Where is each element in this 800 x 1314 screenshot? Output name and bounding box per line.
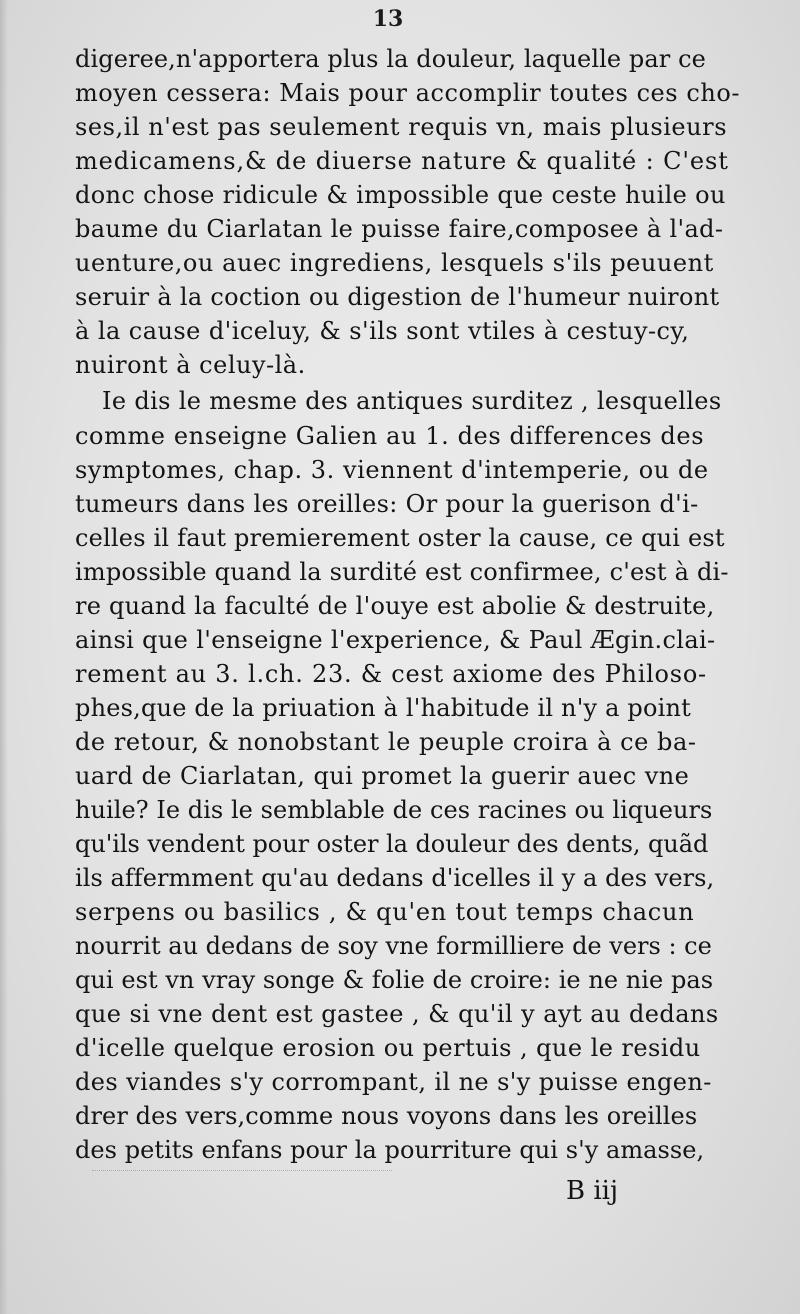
text-line: ses,il n'est pas seulement requis vn, mais plusieurs — [75, 113, 728, 141]
text-line: uard de Ciarlatan, qui promet la guerir auec vne — [75, 762, 690, 790]
text-line: des petits enfans pour la pourriture qui s'y amasse, — [75, 1136, 705, 1164]
text-line: ils affermment qu'au dedans d'icelles il y a des vers, — [75, 864, 715, 892]
text-line: d'icelle quelque erosion ou pertuis , que le residu — [75, 1034, 701, 1062]
text-line: nuiront à celuy-là. — [75, 351, 306, 379]
text-line: ainsi que l'enseigne l'experience, & Paul Ægin.clai- — [75, 626, 716, 654]
text-line: comme enseigne Galien au 1. des differences des — [75, 422, 705, 450]
text-line: medicamens,& de diuerse nature & qualité : C'est — [75, 147, 729, 175]
text-line: nourrit au dedans de soy vne formilliere de vers : ce — [75, 932, 712, 960]
text-line: rement au 3. l.ch. 23. & cest axiome des Philoso- — [75, 660, 707, 688]
text-line: huile? Ie dis le semblable de ces racines ou liqueurs — [75, 796, 713, 824]
text-line: re quand la faculté de l'ouye est abolie & destruite, — [75, 592, 715, 620]
text-line: baume du Ciarlatan le puisse faire,composee à l'ad- — [75, 215, 724, 243]
text-line: symptomes, chap. 3. viennent d'intemperie, ou de — [75, 456, 709, 484]
text-line: drer des vers,comme nous voyons dans les oreilles — [75, 1102, 698, 1130]
text-line: donc chose ridicule & impossible que ceste huile ou — [75, 181, 726, 209]
text-line: des viandes s'y corrompant, il ne s'y puisse engen- — [75, 1068, 712, 1096]
text-line: que si vne dent est gastee , & qu'il y ayt au dedans — [75, 1000, 719, 1028]
text-line: seruir à la coction ou digestion de l'humeur nuiront — [75, 283, 720, 311]
text-line: digeree,n'apportera plus la douleur, laquelle par ce — [75, 45, 706, 73]
text-line: qu'ils vendent pour oster la douleur des dents, quãd — [75, 830, 709, 858]
text-line: qui est vn vray songe & folie de croire: ie ne nie pas — [75, 966, 714, 994]
text-line: de retour, & nonobstant le peuple croira à ce ba- — [75, 728, 697, 756]
text-line: serpens ou basilics , & qu'en tout temps chacun — [75, 898, 695, 926]
page-number: 13 — [372, 6, 404, 32]
text-line: tumeurs dans les oreilles: Or pour la guerison d'i- — [75, 490, 699, 518]
underline-mark — [92, 1170, 392, 1171]
text-line: celles il faut premierement oster la cause, ce qui est — [75, 524, 725, 552]
paragraph-first-line: Ie dis le mesme des antiques surditez , lesquelles — [102, 387, 722, 415]
page-edge-shadow — [0, 0, 8, 1314]
text-line: uenture,ou auec ingrediens, lesquels s'ils peuuent — [75, 249, 714, 277]
text-line: moyen cessera: Mais pour accomplir toutes ces cho- — [75, 79, 741, 107]
text-line: à la cause d'iceluy, & s'ils sont vtiles à cestuy-cy, — [75, 317, 690, 345]
text-line: impossible quand la surdité est confirmee, c'est à di- — [75, 558, 729, 586]
text-line: phes,que de la priuation à l'habitude il n'y a point — [75, 694, 692, 722]
signature-mark: B iij — [566, 1176, 619, 1206]
